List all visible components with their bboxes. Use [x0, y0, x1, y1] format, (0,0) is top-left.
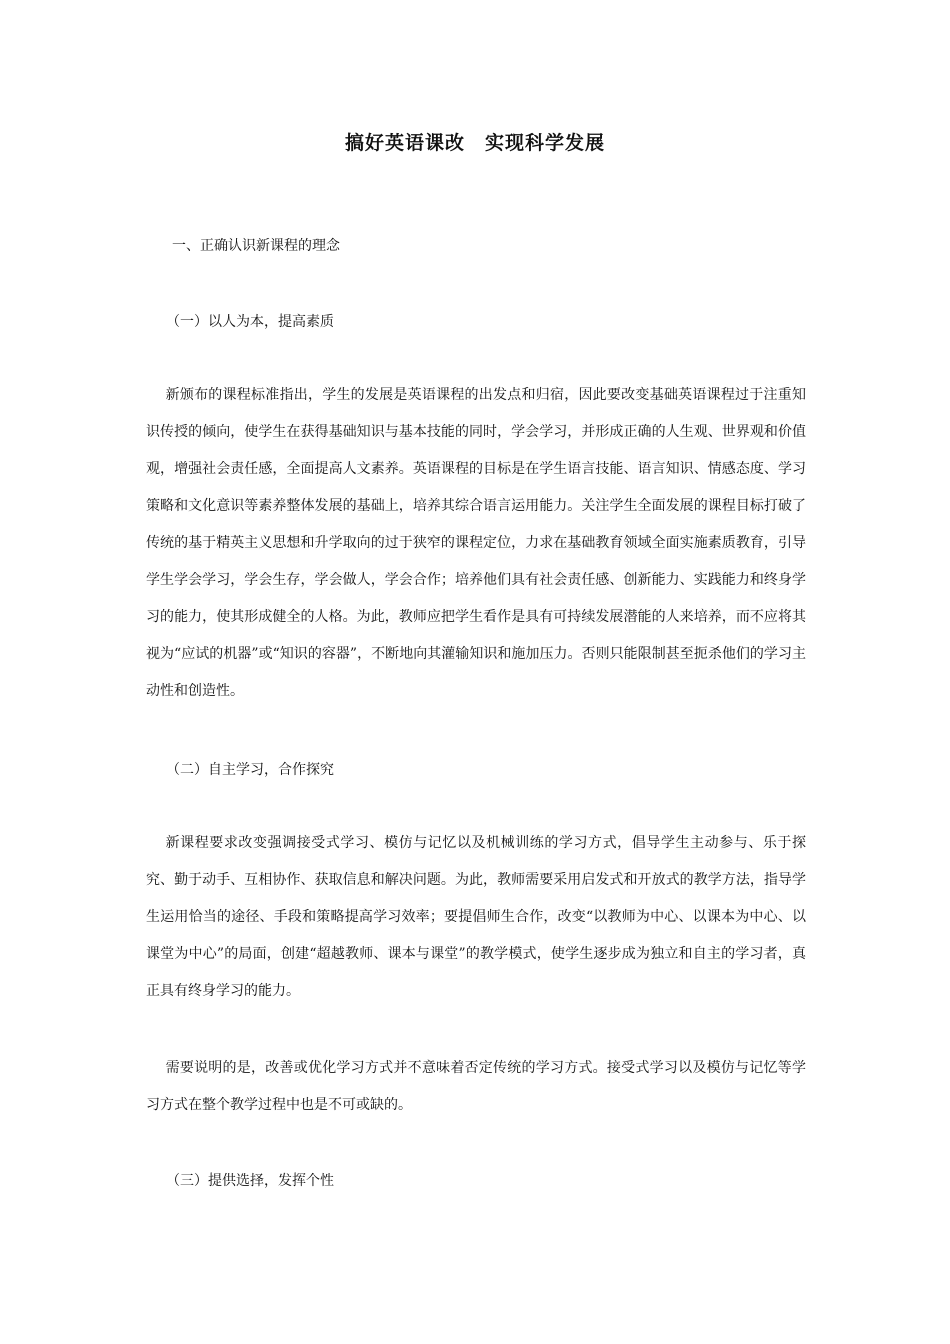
subsection-heading: （三）提供选择，发挥个性	[166, 1173, 334, 1189]
body-paragraph: 新颁布的课程标准指出，学生的发展是英语课程的出发点和归宿，因此要改变基础英语课程过于注重知识传授的倾向，使学生在获得基础知识与基本技能的同时，学会学习，并形成正确的人生观、世界观和价值观，增强社会责任感，全面提高人文素养。英语课程的目标是在学生语言技能、语言知识、情感态度、学习策略和文化意识等素养整体发展的基础上，培养其综合语言运用能力。关注学生全面发展的课程目标打破了传统的基于精英主义思想和升学取向的过于狭窄的课程定位，力求在基础教育领域全面实施素质教育，引导学生学会学习，学会生存，学会做人，学会合作；培养他们具有社会责任感、创新能力、实践能力和终身学习的能力，使其形成健全的人格。为此，教师应把学生看作是具有可持续发展潜能的人来培养，而不应将其视为“应试的机器”或“知识的容器”，不断地向其灌输知识和施加压力。否则只能限制甚至扼杀他们的学习主动性和创造性。	[146, 387, 806, 699]
body-paragraph: 需要说明的是，改善或优化学习方式并不意味着否定传统的学习方式。接受式学习以及模仿与记忆等学习方式在整个教学过程中也是不可或缺的。	[146, 1060, 806, 1113]
subsection-heading: （二）自主学习，合作探究	[166, 762, 334, 778]
subsection-heading: （一）以人为本，提高素质	[166, 314, 334, 330]
section-heading: 一、正确认识新课程的理念	[172, 238, 340, 254]
document-title: 搞好英语课改 实现科学发展	[344, 132, 605, 154]
body-paragraph: 新课程要求改变强调接受式学习、模仿与记忆以及机械训练的学习方式，倡导学生主动参与、乐于探究、勤于动手、互相协作、获取信息和解决问题。为此，教师需要采用启发式和开放式的教学方法，指导学生运用恰当的途径、手段和策略提高学习效率；要提倡师生合作，改变“以教师为中心、以课本为中心、以课堂为中心”的局面，创建“超越教师、课本与课堂”的教学模式，使学生逐步成为独立和自主的学习者，真正具有终身学习的能力。	[146, 835, 806, 999]
